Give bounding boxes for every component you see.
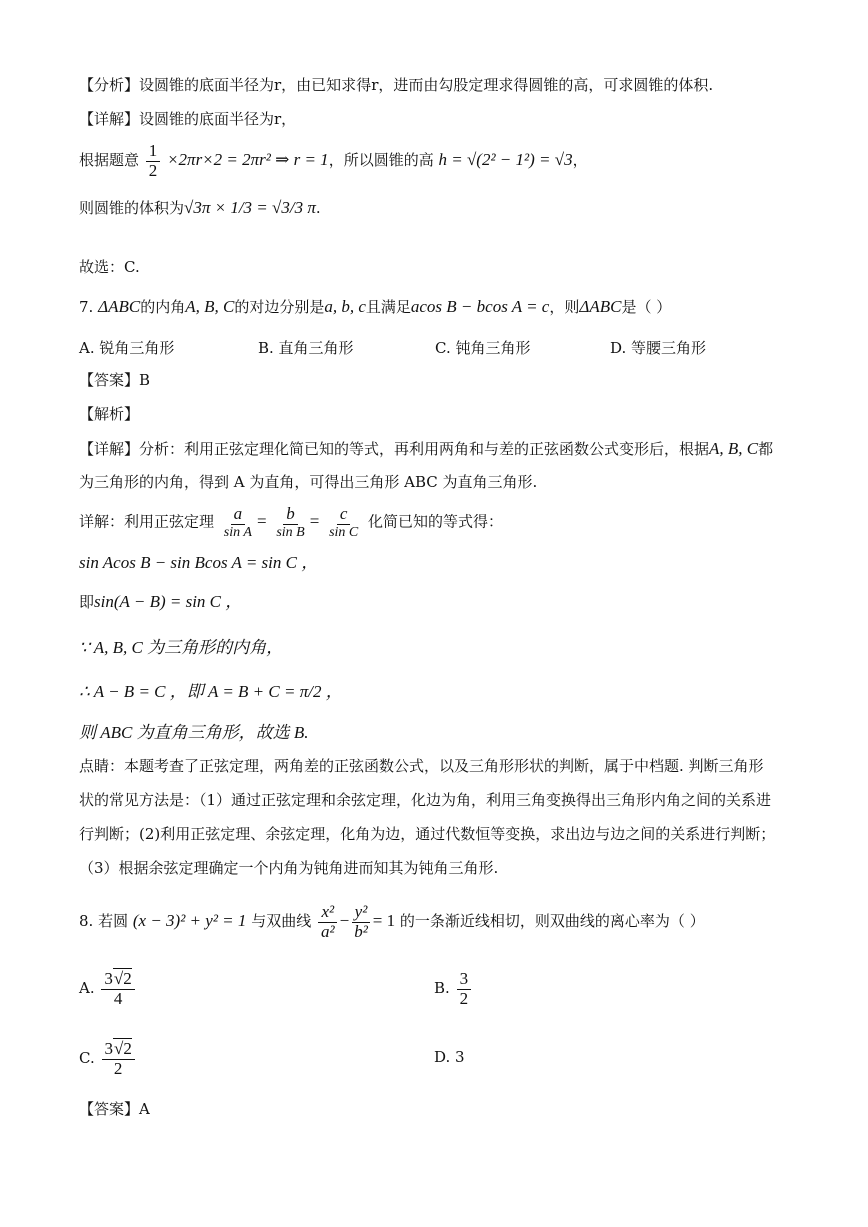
equation-3: ∵ A, B, C 为三角形的内角， <box>79 638 284 657</box>
line-end: ， <box>572 151 588 170</box>
math-triangle: ΔABC <box>579 297 622 316</box>
detail-paragraph-2: 为三角形的内角，得到 A 为直角，可得出三角形 ABC 为直角三角形. <box>79 473 538 491</box>
stem-text: 的内角 <box>140 298 186 316</box>
detail-text: 【详解】分析：利用正弦定理化简已知的等式，再利用两角和与差的正弦函数公式变形后，根据 <box>79 440 710 458</box>
option-d: D. 3 <box>434 1048 465 1066</box>
answer-label: 【答案】B <box>79 371 151 389</box>
stem-text: 的一条渐近线相切，则双曲线的离心率为（ ） <box>399 912 705 931</box>
fraction-x2-a2: $\frac{\text{x²}}{\text{a²}}$ <box>318 903 338 941</box>
option-b <box>434 970 473 1008</box>
analysis-line <box>79 76 713 94</box>
question-number: 7. <box>79 298 94 316</box>
stem-text: 与双曲线 <box>251 912 312 931</box>
comment-line-4: （3）根据余弦定理确定一个内角为钝角进而知其为钝角三角形. <box>79 859 499 877</box>
cone-height-equation: h = √(2² − 1²) = √3 <box>438 150 573 170</box>
detail-text: 设圆锥的底面半径为r， <box>139 110 297 128</box>
math-condition: acos B − bcos A = c <box>410 297 550 316</box>
choice-line: 故选：C. <box>79 258 140 276</box>
math-sides: a, b, c <box>324 297 366 316</box>
line-prefix: 根据题意 <box>79 151 140 170</box>
sine-law-line: 详解：利用正弦定理 $\frac{a}{\text{sin A}}$ = $\frac{b}{\text{sin B}}$ = $\frac{c}{\text{sin C}}$ 化简已知的等式得： <box>79 504 504 540</box>
equation-2: sin(A − B) = sin C ， <box>94 592 243 611</box>
cone-volume-line <box>79 198 321 218</box>
option-b-value: $\frac{3}{2}$ <box>457 970 472 1008</box>
fraction-half: $\frac{1}{2}$ <box>146 142 161 180</box>
question-number: 8. 若圆 <box>79 912 129 931</box>
line-mid: ，所以圆锥的高 <box>328 151 434 170</box>
equation-2-line <box>79 592 242 612</box>
cone-volume-equation: √3π × 1/3 = √3/3 π <box>184 198 316 217</box>
line-end: . <box>315 199 321 217</box>
comment-line-3: 行判断；(2)利用正弦定理、余弦定理，化角为边，通过代数恒等变换，求出边与边之间的关系进行判断； <box>79 825 776 843</box>
option-c-value: $\frac{3√2}{2}$ <box>102 1040 135 1078</box>
circle-equation: (x − 3)² + y² = 1 <box>132 911 247 931</box>
detail-text: 即 <box>79 593 95 611</box>
equation-4: ∴ A − B = C ，即 A = B + C = π/2 ， <box>79 682 343 701</box>
fraction-y2-b2: $\frac{\text{y²}}{\text{b²}}$ <box>351 903 371 941</box>
analysis-label: 【解析】 <box>79 405 140 423</box>
option-a <box>79 970 137 1008</box>
detail-text: 化简已知的等式得： <box>368 512 504 531</box>
detail-text: 详解：利用正弦定理 <box>79 512 215 531</box>
equation-5: 则 ABC 为直角三角形，故选 B. <box>79 723 309 742</box>
detail-paragraph-1 <box>79 439 773 459</box>
detail-text: 都 <box>758 440 774 458</box>
stem-text: 且满足 <box>365 298 411 316</box>
option-b: B. 直角三角形 <box>258 339 354 357</box>
stem-text: ，则 <box>549 298 580 316</box>
option-label: C. <box>79 1049 95 1068</box>
math-triangle: ΔABC <box>98 297 141 316</box>
fraction-c-over-sinC: $\frac{c}{\text{sin C}}$ <box>329 504 359 540</box>
analysis-text: 设圆锥的底面半径为r，由已知求得r，进而由勾股定理求得圆锥的高，可求圆锥的体积. <box>139 76 714 94</box>
line-prefix: 则圆锥的体积为 <box>79 199 185 217</box>
option-a: A. 锐角三角形 <box>79 339 175 357</box>
analysis-label: 【分析】 <box>79 76 140 94</box>
equation-1: sin Acos B − sin Bcos A = sin C ， <box>79 553 319 572</box>
detail-line <box>79 110 296 128</box>
comment-line-1: 点睛：本题考查了正弦定理，两角差的正弦函数公式，以及三角形形状的判断，属于中档题. 判断三角形 <box>79 757 764 775</box>
fraction-b-over-sinB: $\frac{b}{\text{sin B}}$ <box>276 504 305 540</box>
math-angles: A, B, C <box>709 439 759 458</box>
option-label: B. <box>434 979 450 998</box>
question-7-stem <box>79 297 671 317</box>
stem-text: 的对边分别是 <box>234 298 325 316</box>
option-a-value: $\frac{3√2}{4}$ <box>101 970 134 1008</box>
fraction-a-over-sinA: $\frac{a}{\text{sin A}}$ <box>223 504 252 540</box>
option-c: C. 钝角三角形 <box>435 339 531 357</box>
comment-line-2: 状的常见方法是：（1）通过正弦定理和余弦定理，化边为角，利用三角变换得出三角形内角之间的关系进 <box>79 791 772 809</box>
question-8-stem: 8. 若圆 (x − 3)² + y² = 1 与双曲线 $\frac{\text{x²}}{\text{a²}}$ − $\frac{\text{y²}}{\text{b²}}$ = 1 的一条渐近线相切，则双曲线的离心率为（ ） <box>79 902 705 941</box>
cone-area-equation: ×2πr×2 = 2πr² ⇒ r = 1 <box>167 150 329 170</box>
option-label: A. <box>79 979 95 998</box>
stem-text: 是（ ） <box>621 298 672 316</box>
detail-label: 【详解】 <box>79 110 140 128</box>
option-d: D. 等腰三角形 <box>610 339 707 357</box>
option-c <box>79 1040 137 1078</box>
cone-equation-line <box>79 142 588 180</box>
answer-label: 【答案】A <box>79 1100 150 1118</box>
math-angles: A, B, C <box>185 297 235 316</box>
